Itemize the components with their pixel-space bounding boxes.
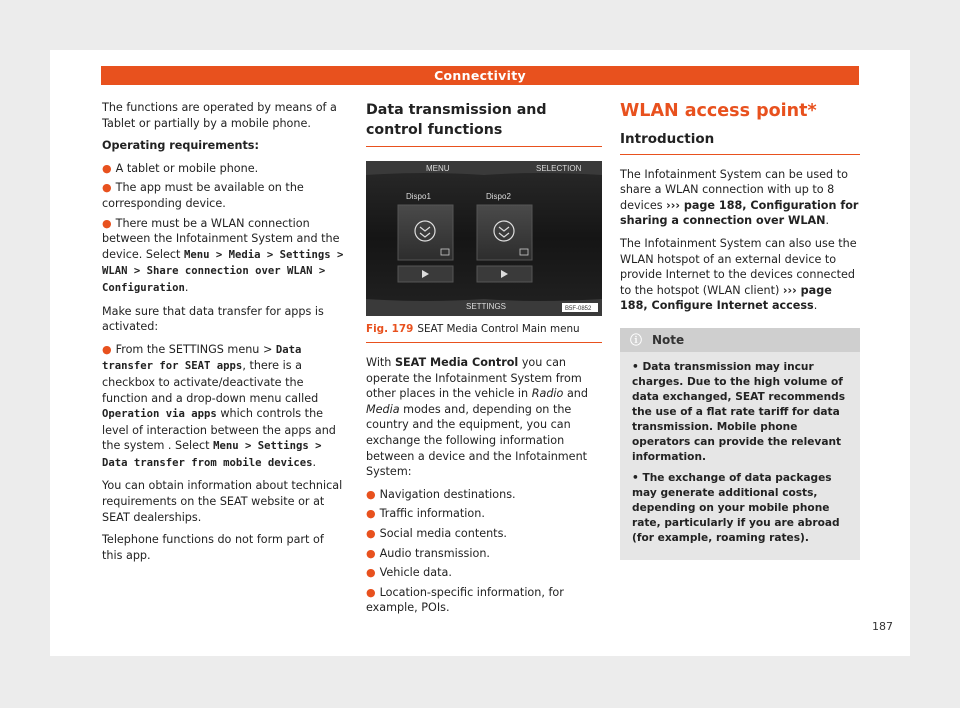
settings-label: SETTINGS bbox=[466, 302, 507, 311]
list-item: • The exchange of data packages may generate additional costs, depending on your mobile phone rate, particularly if you are abroad (for example, roaming rates). bbox=[632, 471, 840, 544]
intro-text: The functions are operated by means of a Tablet or partially by a mobile phone. bbox=[102, 101, 337, 130]
wlan-title: WLAN access point* bbox=[620, 101, 817, 121]
bullet-icon: ● bbox=[366, 546, 376, 560]
dispo2-label: Dispo2 bbox=[486, 192, 511, 201]
menu-label: MENU bbox=[426, 164, 450, 173]
selection-label: SELECTION bbox=[536, 164, 582, 173]
enable-text: Make sure that data transfer for apps is activated: bbox=[102, 304, 324, 334]
list-item: ● Audio transmission. bbox=[366, 546, 490, 560]
list-item: ● A tablet or mobile phone. bbox=[102, 161, 259, 175]
list-item: ● The app must be available on the corresponding device. bbox=[102, 181, 304, 210]
menu-path: Menu > Media > Settings > WLAN > Share connection over WLAN > Configuration bbox=[102, 248, 344, 294]
menu-path: Data transfer for SEAT apps bbox=[102, 343, 302, 373]
bullet-icon: ● bbox=[366, 585, 376, 599]
media-control-text: With SEAT Media Control you can operate the Infotainment System from other places in the vehicle in Radio and Media modes and, depending on the country and the equipment, you can exchange the following information between a device and the Infotainment System: bbox=[366, 356, 588, 479]
note-box bbox=[620, 328, 860, 560]
list-item: ● Vehicle data. bbox=[366, 566, 452, 580]
page-link[interactable]: ››› page 188, Configuration for sharing a connection over WLAN bbox=[620, 198, 859, 228]
bullet-icon: ● bbox=[102, 181, 112, 195]
column-middle bbox=[366, 100, 602, 620]
wlan-share-text: The Infotainment System can be used to share a WLAN connection with up to 8 devices ››› page 188, Configuration for sharing a connection over WLAN. bbox=[620, 167, 859, 228]
list-item: ● There must be a WLAN connection between the Infotainment System and the device. Select Menu > Media > Settings > WLAN > Share connection over WLAN > Configuration. bbox=[102, 216, 344, 294]
bullet-icon: ● bbox=[366, 487, 376, 501]
bullet-icon: ● bbox=[366, 507, 376, 521]
figure-caption: Fig. 179 SEAT Media Control Main menu bbox=[366, 322, 602, 343]
requirements-title: Operating requirements: bbox=[102, 139, 259, 153]
section-header: Connectivity bbox=[101, 66, 859, 85]
list-item: ● From the SETTINGS menu > Data transfer for SEAT apps, there is a checkbox to activate/deactivate the function and a drop-down menu called Operation via apps which controls the level of interaction between the apps and the system . Select Menu > Settings > Data transfer from mobile devices. bbox=[102, 342, 336, 469]
wlan-client-text: The Infotainment System can also use the WLAN hotspot of an external device to provide Internet to the devices connected to the hotspot (WLAN client) ››› page 188, Configure Internet access. bbox=[620, 236, 857, 313]
figure-code: B5F-0852 bbox=[565, 306, 592, 312]
column-left bbox=[102, 100, 347, 570]
note-body bbox=[620, 352, 860, 560]
introduction-heading: Introduction bbox=[620, 132, 860, 155]
device-screen-illustration bbox=[366, 161, 602, 316]
note-header: ⓘ Note bbox=[620, 328, 860, 352]
page bbox=[50, 50, 910, 656]
dispo1-label: Dispo1 bbox=[406, 192, 431, 201]
bullet-icon: ● bbox=[102, 161, 112, 175]
info-text: You can obtain information about technical requirements on the SEAT website or at SEAT dealerships. bbox=[102, 479, 343, 524]
bullet-icon: ● bbox=[366, 526, 376, 540]
list-item: ● Location-specific information, for example, POIs. bbox=[366, 585, 564, 615]
page-number: 187 bbox=[872, 620, 893, 633]
bullet-icon: ● bbox=[366, 566, 376, 580]
column-right bbox=[620, 100, 860, 560]
menu-path: Menu > Settings > Data transfer from mobile devices bbox=[102, 440, 322, 469]
list-item: ● Navigation destinations. bbox=[366, 487, 516, 501]
info-icon: ⓘ bbox=[630, 332, 643, 347]
dispo2-tile bbox=[477, 205, 532, 260]
figure-seat-media-control bbox=[366, 161, 602, 316]
bullet-icon: ● bbox=[102, 216, 112, 230]
phone-text: Telephone functions do not form part of this app. bbox=[102, 533, 324, 562]
list-item: • Data transmission may incur charges. Due to the high volume of data exchanged, SEAT recommends the use of a flat rate tariff for data transmission. Mobile phone operators can provide the relevant information. bbox=[632, 360, 846, 463]
section-heading: Data transmission and control functions bbox=[366, 100, 602, 147]
menu-name: Operation via apps bbox=[102, 408, 217, 421]
dispo1-tile bbox=[398, 205, 453, 260]
bullet-icon: ● bbox=[102, 342, 112, 356]
page-link[interactable]: ››› page 188, Configure Internet access bbox=[620, 283, 832, 313]
list-item: ● Traffic information. bbox=[366, 507, 485, 521]
list-item: ● Social media contents. bbox=[366, 526, 507, 540]
